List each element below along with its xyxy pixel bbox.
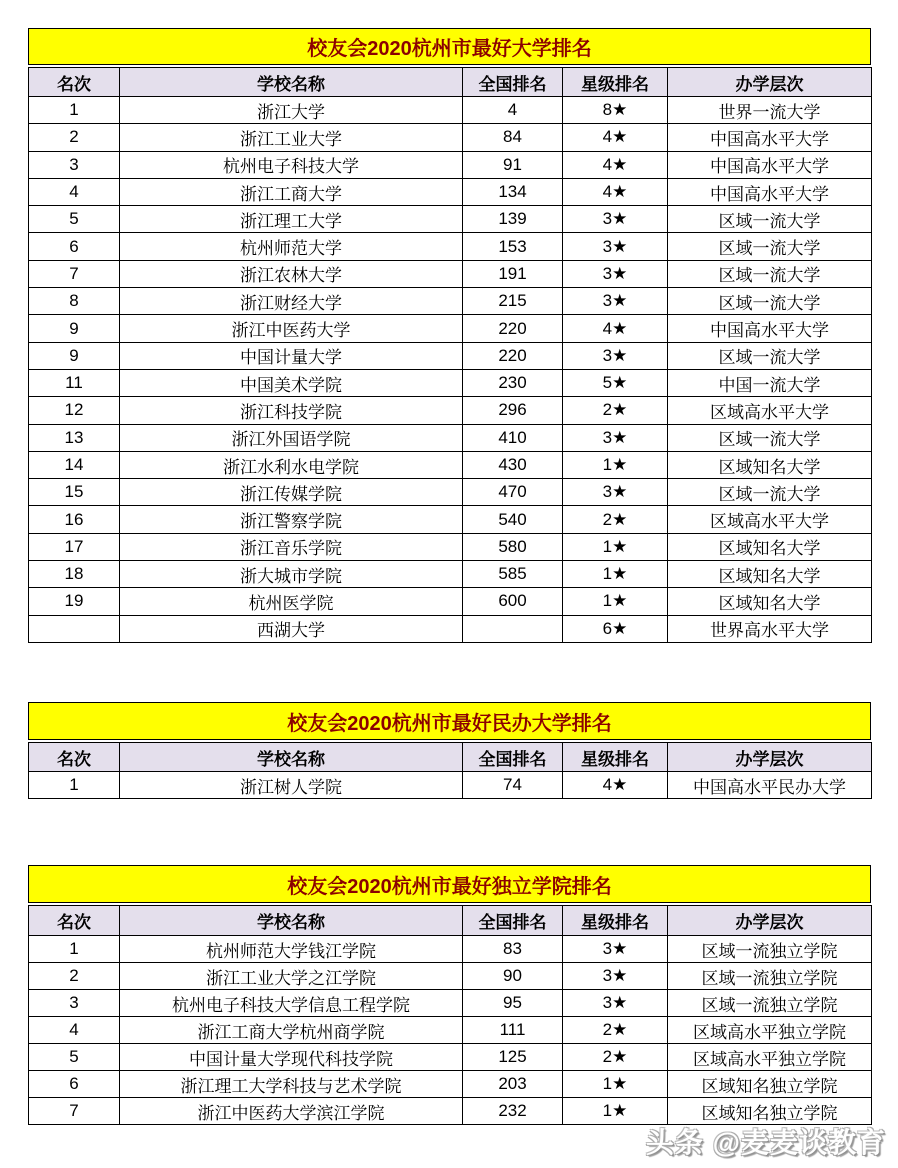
school-name-cell: 浙江农林大学 bbox=[120, 260, 463, 287]
ranking-table-best-private-universities bbox=[28, 702, 871, 799]
column-header: 学校名称 bbox=[120, 906, 463, 936]
column-header: 办学层次 bbox=[668, 906, 872, 936]
rank-cell: 4 bbox=[29, 178, 120, 205]
table-row bbox=[29, 451, 872, 478]
level-cell: 区域高水平大学 bbox=[668, 506, 872, 533]
star-rank-cell: 3★ bbox=[563, 288, 668, 315]
table-row bbox=[29, 588, 872, 615]
star-rank-cell: 4★ bbox=[563, 315, 668, 342]
star-rank-cell: 2★ bbox=[563, 1044, 668, 1071]
school-name-cell: 浙江工商大学杭州商学院 bbox=[120, 1017, 463, 1044]
rank-cell: 6 bbox=[29, 233, 120, 260]
school-name-cell: 杭州师范大学 bbox=[120, 233, 463, 260]
national-rank-cell: 600 bbox=[463, 588, 563, 615]
star-rank-cell: 3★ bbox=[563, 260, 668, 287]
table-row bbox=[29, 178, 872, 205]
ranking-table-best-independent-colleges bbox=[28, 865, 871, 1125]
level-cell: 区域高水平大学 bbox=[668, 397, 872, 424]
table-row bbox=[29, 288, 872, 315]
level-cell: 中国高水平民办大学 bbox=[668, 772, 872, 799]
level-cell: 区域知名大学 bbox=[668, 533, 872, 560]
level-cell: 区域高水平独立学院 bbox=[668, 1044, 872, 1071]
level-cell: 区域一流大学 bbox=[668, 206, 872, 233]
national-rank-cell: 430 bbox=[463, 451, 563, 478]
level-cell: 区域一流大学 bbox=[668, 479, 872, 506]
table-row bbox=[29, 369, 872, 396]
school-name-cell: 浙江音乐学院 bbox=[120, 533, 463, 560]
header-row bbox=[29, 68, 872, 97]
table-row bbox=[29, 124, 872, 151]
star-rank-cell: 3★ bbox=[563, 233, 668, 260]
star-rank-cell: 4★ bbox=[563, 178, 668, 205]
national-rank-cell: 585 bbox=[463, 561, 563, 588]
table-row bbox=[29, 206, 872, 233]
rank-cell: 19 bbox=[29, 588, 120, 615]
column-header: 全国排名 bbox=[463, 906, 563, 936]
table-row bbox=[29, 233, 872, 260]
column-header: 名次 bbox=[29, 906, 120, 936]
school-name-cell: 浙江传媒学院 bbox=[120, 479, 463, 506]
table-row bbox=[29, 315, 872, 342]
school-name-cell: 中国计量大学现代科技学院 bbox=[120, 1044, 463, 1071]
national-rank-cell: 125 bbox=[463, 1044, 563, 1071]
table-row bbox=[29, 397, 872, 424]
star-rank-cell: 3★ bbox=[563, 479, 668, 506]
level-cell: 世界一流大学 bbox=[668, 97, 872, 124]
national-rank-cell: 74 bbox=[463, 772, 563, 799]
school-name-cell: 浙大城市学院 bbox=[120, 561, 463, 588]
rank-cell: 2 bbox=[29, 124, 120, 151]
ranking-table-best-universities bbox=[28, 28, 871, 643]
rank-cell: 12 bbox=[29, 397, 120, 424]
national-rank-cell: 230 bbox=[463, 369, 563, 396]
national-rank-cell: 139 bbox=[463, 206, 563, 233]
table-row bbox=[29, 561, 872, 588]
rank-cell: 7 bbox=[29, 260, 120, 287]
national-rank-cell: 580 bbox=[463, 533, 563, 560]
table-row bbox=[29, 260, 872, 287]
rank-cell: 8 bbox=[29, 288, 120, 315]
header-row bbox=[29, 743, 872, 772]
rank-cell bbox=[29, 615, 120, 642]
table-row bbox=[29, 151, 872, 178]
column-header: 学校名称 bbox=[120, 68, 463, 97]
school-name-cell: 西湖大学 bbox=[120, 615, 463, 642]
school-name-cell: 杭州电子科技大学 bbox=[120, 151, 463, 178]
table-row bbox=[29, 342, 872, 369]
rank-cell: 5 bbox=[29, 206, 120, 233]
national-rank-cell: 540 bbox=[463, 506, 563, 533]
school-name-cell: 浙江树人学院 bbox=[120, 772, 463, 799]
school-name-cell: 浙江科技学院 bbox=[120, 397, 463, 424]
school-name-cell: 中国计量大学 bbox=[120, 342, 463, 369]
rank-cell: 17 bbox=[29, 533, 120, 560]
ranking-grid bbox=[28, 742, 872, 799]
national-rank-cell: 191 bbox=[463, 260, 563, 287]
star-rank-cell: 3★ bbox=[563, 206, 668, 233]
national-rank-cell: 4 bbox=[463, 97, 563, 124]
level-cell: 区域一流大学 bbox=[668, 260, 872, 287]
national-rank-cell: 84 bbox=[463, 124, 563, 151]
school-name-cell: 浙江警察学院 bbox=[120, 506, 463, 533]
table-row bbox=[29, 1017, 872, 1044]
column-header: 学校名称 bbox=[120, 743, 463, 772]
level-cell: 中国高水平大学 bbox=[668, 178, 872, 205]
star-rank-cell: 4★ bbox=[563, 772, 668, 799]
rank-cell: 9 bbox=[29, 342, 120, 369]
rank-cell: 2 bbox=[29, 963, 120, 990]
star-rank-cell: 4★ bbox=[563, 124, 668, 151]
column-header: 办学层次 bbox=[668, 68, 872, 97]
star-rank-cell: 8★ bbox=[563, 97, 668, 124]
national-rank-cell: 203 bbox=[463, 1071, 563, 1098]
rank-cell: 13 bbox=[29, 424, 120, 451]
school-name-cell: 杭州医学院 bbox=[120, 588, 463, 615]
ranking-grid bbox=[28, 905, 872, 1125]
national-rank-cell: 220 bbox=[463, 315, 563, 342]
table-title: 校友会2020杭州市最好大学排名 bbox=[28, 28, 871, 65]
national-rank-cell: 215 bbox=[463, 288, 563, 315]
national-rank-cell: 91 bbox=[463, 151, 563, 178]
school-name-cell: 浙江理工大学 bbox=[120, 206, 463, 233]
star-rank-cell: 3★ bbox=[563, 342, 668, 369]
rank-cell: 1 bbox=[29, 772, 120, 799]
star-rank-cell: 4★ bbox=[563, 151, 668, 178]
school-name-cell: 杭州师范大学钱江学院 bbox=[120, 936, 463, 963]
level-cell: 区域一流大学 bbox=[668, 424, 872, 451]
toutiao-watermark: 头条 @麦麦谈教育 bbox=[645, 1127, 886, 1158]
table-row bbox=[29, 424, 872, 451]
star-rank-cell: 1★ bbox=[563, 533, 668, 560]
school-name-cell: 浙江工商大学 bbox=[120, 178, 463, 205]
table-title: 校友会2020杭州市最好独立学院排名 bbox=[28, 865, 871, 903]
level-cell: 中国高水平大学 bbox=[668, 151, 872, 178]
rank-cell: 18 bbox=[29, 561, 120, 588]
level-cell: 区域一流独立学院 bbox=[668, 963, 872, 990]
table-row bbox=[29, 479, 872, 506]
table-row bbox=[29, 97, 872, 124]
table-row bbox=[29, 772, 872, 799]
level-cell: 区域一流大学 bbox=[668, 342, 872, 369]
level-cell: 区域知名大学 bbox=[668, 588, 872, 615]
national-rank-cell: 111 bbox=[463, 1017, 563, 1044]
rank-cell: 3 bbox=[29, 151, 120, 178]
column-header: 名次 bbox=[29, 68, 120, 97]
column-header: 全国排名 bbox=[463, 68, 563, 97]
column-header: 星级排名 bbox=[563, 743, 668, 772]
rank-cell: 5 bbox=[29, 1044, 120, 1071]
school-name-cell: 浙江工业大学 bbox=[120, 124, 463, 151]
column-header: 星级排名 bbox=[563, 68, 668, 97]
national-rank-cell: 153 bbox=[463, 233, 563, 260]
national-rank-cell: 410 bbox=[463, 424, 563, 451]
school-name-cell: 浙江工业大学之江学院 bbox=[120, 963, 463, 990]
national-rank-cell: 134 bbox=[463, 178, 563, 205]
national-rank-cell: 232 bbox=[463, 1098, 563, 1125]
ranking-grid bbox=[28, 67, 872, 643]
level-cell: 中国一流大学 bbox=[668, 369, 872, 396]
rank-cell: 15 bbox=[29, 479, 120, 506]
star-rank-cell: 1★ bbox=[563, 451, 668, 478]
school-name-cell: 浙江理工大学科技与艺术学院 bbox=[120, 1071, 463, 1098]
level-cell: 区域一流独立学院 bbox=[668, 990, 872, 1017]
level-cell: 中国高水平大学 bbox=[668, 315, 872, 342]
star-rank-cell: 1★ bbox=[563, 1098, 668, 1125]
level-cell: 区域知名大学 bbox=[668, 451, 872, 478]
table-row bbox=[29, 1071, 872, 1098]
school-name-cell: 浙江水利水电学院 bbox=[120, 451, 463, 478]
star-rank-cell: 2★ bbox=[563, 397, 668, 424]
level-cell: 区域一流大学 bbox=[668, 288, 872, 315]
table-row bbox=[29, 990, 872, 1017]
national-rank-cell: 296 bbox=[463, 397, 563, 424]
column-header: 名次 bbox=[29, 743, 120, 772]
star-rank-cell: 5★ bbox=[563, 369, 668, 396]
school-name-cell: 浙江中医药大学 bbox=[120, 315, 463, 342]
star-rank-cell: 6★ bbox=[563, 615, 668, 642]
star-rank-cell: 3★ bbox=[563, 963, 668, 990]
level-cell: 区域知名大学 bbox=[668, 561, 872, 588]
star-rank-cell: 3★ bbox=[563, 990, 668, 1017]
school-name-cell: 浙江中医药大学滨江学院 bbox=[120, 1098, 463, 1125]
national-rank-cell: 83 bbox=[463, 936, 563, 963]
school-name-cell: 中国美术学院 bbox=[120, 369, 463, 396]
star-rank-cell: 1★ bbox=[563, 561, 668, 588]
column-header: 全国排名 bbox=[463, 743, 563, 772]
rank-cell: 6 bbox=[29, 1071, 120, 1098]
star-rank-cell: 1★ bbox=[563, 588, 668, 615]
level-cell: 区域知名独立学院 bbox=[668, 1098, 872, 1125]
rank-cell: 11 bbox=[29, 369, 120, 396]
level-cell: 区域高水平独立学院 bbox=[668, 1017, 872, 1044]
level-cell: 中国高水平大学 bbox=[668, 124, 872, 151]
star-rank-cell: 1★ bbox=[563, 1071, 668, 1098]
national-rank-cell: 470 bbox=[463, 479, 563, 506]
level-cell: 世界高水平大学 bbox=[668, 615, 872, 642]
national-rank-cell: 95 bbox=[463, 990, 563, 1017]
school-name-cell: 浙江外国语学院 bbox=[120, 424, 463, 451]
table-row bbox=[29, 1044, 872, 1071]
column-header: 办学层次 bbox=[668, 743, 872, 772]
header-row bbox=[29, 906, 872, 936]
rank-cell: 7 bbox=[29, 1098, 120, 1125]
table-row bbox=[29, 936, 872, 963]
rank-cell: 1 bbox=[29, 936, 120, 963]
table-title: 校友会2020杭州市最好民办大学排名 bbox=[28, 702, 871, 740]
rank-cell: 16 bbox=[29, 506, 120, 533]
rank-cell: 4 bbox=[29, 1017, 120, 1044]
table-row bbox=[29, 615, 872, 642]
school-name-cell: 浙江财经大学 bbox=[120, 288, 463, 315]
rank-cell: 14 bbox=[29, 451, 120, 478]
star-rank-cell: 3★ bbox=[563, 424, 668, 451]
star-rank-cell: 2★ bbox=[563, 506, 668, 533]
rank-cell: 9 bbox=[29, 315, 120, 342]
column-header: 星级排名 bbox=[563, 906, 668, 936]
rank-cell: 1 bbox=[29, 97, 120, 124]
table-row bbox=[29, 506, 872, 533]
rank-cell: 3 bbox=[29, 990, 120, 1017]
table-row bbox=[29, 533, 872, 560]
star-rank-cell: 3★ bbox=[563, 936, 668, 963]
school-name-cell: 浙江大学 bbox=[120, 97, 463, 124]
level-cell: 区域知名独立学院 bbox=[668, 1071, 872, 1098]
national-rank-cell: 220 bbox=[463, 342, 563, 369]
national-rank-cell: 90 bbox=[463, 963, 563, 990]
level-cell: 区域一流独立学院 bbox=[668, 936, 872, 963]
table-row bbox=[29, 963, 872, 990]
level-cell: 区域一流大学 bbox=[668, 233, 872, 260]
school-name-cell: 杭州电子科技大学信息工程学院 bbox=[120, 990, 463, 1017]
national-rank-cell bbox=[463, 615, 563, 642]
star-rank-cell: 2★ bbox=[563, 1017, 668, 1044]
